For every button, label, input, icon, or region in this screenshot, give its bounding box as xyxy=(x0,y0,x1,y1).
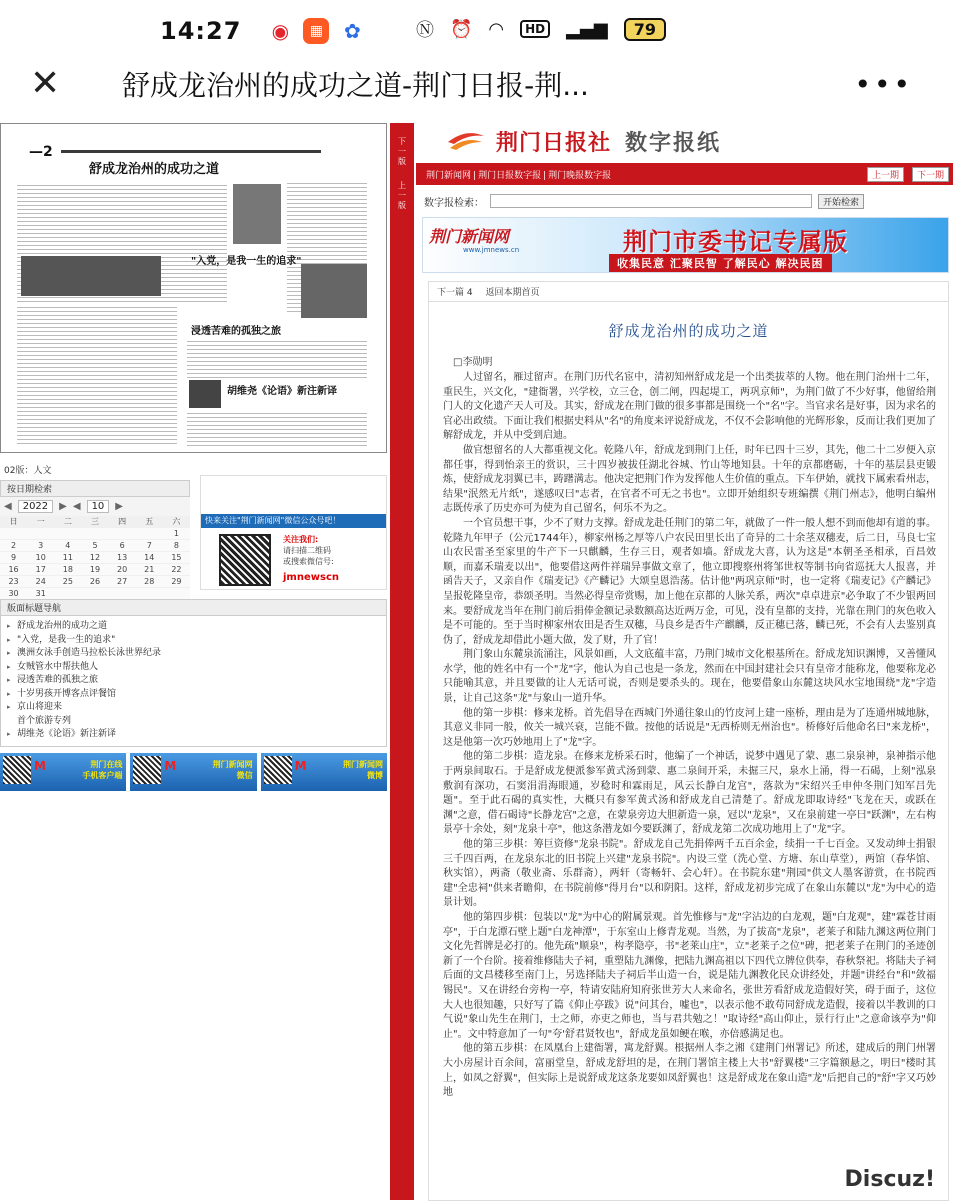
article-paragraph: 他的第三步棋：筹巨资修"龙泉书院"。舒成龙自己先捐俸两千五百余金，续捐一千七百金。又发动绅士捐银三千四百两，在龙泉东北的旧书院上兴建"龙泉书院"。内设三堂（洗心堂、方塘、东山草堂），两馆（春华馆、秋实馆），两斋（敬业斋、乐群斋），两轩（寄畅轩、会心轩）。在书院东建"荆园"供文人墨客游赏，在书院西建"全忠祠"供来者瞻仰，在书院前修"得月台"以和阴阳。这样，舒成龙初步完成了在象山东麓以"龙"为中心的造景计划。 xyxy=(443,838,936,911)
month-select[interactable]: 10 xyxy=(87,500,110,513)
year-select[interactable]: 2022 xyxy=(18,500,53,513)
prev-issue-button[interactable]: 上一期 xyxy=(867,167,904,182)
calendar-day[interactable]: 28 xyxy=(136,576,163,588)
prev-year-icon[interactable]: ◀ xyxy=(4,501,12,512)
app-banner[interactable] xyxy=(261,753,387,791)
headline-nav-item[interactable]: ▸ 澳洲女泳手创造马拉松长泳世界纪录 xyxy=(17,647,386,661)
browser-toolbar xyxy=(0,62,953,106)
page-label: 02版：人文 xyxy=(4,463,387,476)
close-icon[interactable]: ✕ xyxy=(30,66,70,102)
ad-line2: 请扫描二维码 xyxy=(283,546,331,555)
calendar-day xyxy=(81,528,108,540)
thumb-text-block xyxy=(187,338,367,378)
calendar-day[interactable]: 23 xyxy=(0,576,27,588)
calendar-weekday: 日 xyxy=(0,516,27,528)
thumb-page-number: —2 xyxy=(29,144,53,160)
app-banner[interactable] xyxy=(130,753,256,791)
qr-code-icon xyxy=(133,756,161,784)
search-button[interactable]: 开始检索 xyxy=(818,194,864,209)
jmnews-mark-icon: M xyxy=(295,759,313,773)
calendar-day[interactable]: 27 xyxy=(109,576,136,588)
calendar-weekday: 二 xyxy=(54,516,81,528)
calendar-day[interactable]: 16 xyxy=(0,564,27,576)
banner-text-1: 荆门在线 xyxy=(90,760,122,769)
calendar-day[interactable]: 30 xyxy=(0,588,27,600)
masthead xyxy=(416,123,953,159)
headline-nav-item[interactable]: ▸ "入党，是我一生的追求" xyxy=(17,634,386,648)
calendar-day[interactable]: 20 xyxy=(109,564,136,576)
newspaper-logo-icon xyxy=(446,126,486,156)
headline-nav-list xyxy=(1,616,386,746)
headline-nav-item[interactable]: ▸ 十岁男孩开博客点评餐馆 xyxy=(17,688,386,702)
thumb-text-block xyxy=(17,304,177,444)
prev-page-tab[interactable]: 上一版 xyxy=(397,181,407,211)
jmnews-mark-icon: M xyxy=(34,759,52,773)
weibo-icon: ◉ xyxy=(267,18,293,44)
next-year-icon[interactable]: ▶ xyxy=(59,501,67,512)
calendar-day[interactable]: 8 xyxy=(163,540,190,552)
calendar-day[interactable]: 31 xyxy=(27,588,54,600)
link-separator: | xyxy=(543,171,546,181)
article-body xyxy=(429,368,948,1101)
headline-nav-item[interactable]: 首个旅游专列 xyxy=(17,715,386,729)
back-to-issue-link[interactable]: 返回本期首页 xyxy=(485,288,539,298)
masthead-name: 荆门日报社 xyxy=(496,126,611,157)
thumb-headline-3: 浸透苦难的孤独之旅 xyxy=(191,322,281,337)
next-month-icon[interactable]: ▶ xyxy=(115,501,123,512)
qr-code-icon xyxy=(219,534,271,586)
article-author: □李勋明 xyxy=(429,353,948,368)
calendar-grid xyxy=(0,516,190,600)
headline-nav-item[interactable]: ▸ 胡维尧《论语》新注新译 xyxy=(17,728,386,742)
hd-icon: HD xyxy=(520,20,550,38)
calendar-day xyxy=(136,528,163,540)
calendar-day[interactable]: 9 xyxy=(0,552,27,564)
top-link-bar xyxy=(416,163,953,185)
ad-line1: 关注我们: xyxy=(283,535,318,544)
next-article-link[interactable]: 下一篇 4 xyxy=(437,288,473,298)
headline-nav-item[interactable]: ▸ 浸透苦难的孤独之旅 xyxy=(17,674,386,688)
calendar-weekday: 三 xyxy=(81,516,108,528)
calendar-day[interactable]: 11 xyxy=(54,552,81,564)
masthead-digital: 数字报纸 xyxy=(625,126,721,157)
banner-text-1: 荆门新闻网 xyxy=(343,760,383,769)
banner-text xyxy=(213,759,253,781)
calendar-weekday: 六 xyxy=(163,516,190,528)
article-paragraph: 他的第五步棋：在凤凰台上建衙署，寓龙舒翼。根据州人李之湘《建荆门州署记》所述，建成后的荆门州署大小房屋计百余间，富丽堂皇，舒成龙舒坦的是，在荆门署馆主楼上大书"舒翼楼"三字篇额悬之，明曰"楼时其上，如凤之舒翼"，但实际上是说舒成龙这条龙要如凤舒翼也！这是舒成龙在象山造"龙"后把自己的"舒"字又巧妙地 xyxy=(443,1042,936,1100)
headline-nav xyxy=(0,599,387,747)
jmnews-url: www.jmnews.cn xyxy=(463,246,519,254)
headline-nav-item[interactable]: ▸ 京山将迎来 xyxy=(17,701,386,715)
top-link[interactable]: 荆门日报数字报 xyxy=(478,171,541,181)
thumb-headline-4: 胡维尧《论语》新注新译 xyxy=(227,382,337,397)
banner-slogan: 收集民意 汇聚民智 了解民心 解决民困 xyxy=(609,254,832,272)
article-paragraph: 他的第四步棋：包装以"龙"为中心的附属景观。首先惟修与"龙"字沾边的白龙观，题"白龙观"，建"霖苍甘雨亭"，于白龙潭石壁上题"白龙神潭"，于东室山上修青龙观。当然，为了拔高"龙泉"，老莱子和陆九渊这两位荆门文化先哲牌是必打的。他先疏"顺泉"，构孝隐亭，书"老莱山庄"，立"老莱子之位"碑，把老莱子在荆门的圣迹创新了一个台阶。接着维修陆夫子祠，重塑陆九渊像，把陆九渊高祖以下四代立牌位供奉，春秋祭祀。将陆夫子祠后面的文昌楼移至南门上，另选择陆夫子祠后半山造一台，说是陆九渊教化民众讲经处，并题"讲经台"和"敛福锡民"。又在讲经台旁构一亭，特请安陆府知府张世芳大人来命名，张世芳看舒成龙造假好笑，碍于面子，这位大人也很知趣，只好写了篇《仰止亭跋》说"问其台，嘘也"，以表示他不敢苟同舒成龙造假，接着以半教训的口气说"象山先生在荆门，士之师，亦吏之师也，当与君共勉之！"取诗经"高山仰止，景行行止"之意命该亭为"仰止"。文中特意加了一句"夸'舒君贤牧也"，舒成龙虽如鲠在喉，亦倍感满足也。 xyxy=(443,911,936,1042)
wechat-ad[interactable] xyxy=(200,475,387,590)
status-time: 14:27 xyxy=(160,17,241,45)
calendar-day[interactable]: 29 xyxy=(163,576,190,588)
banner-text xyxy=(343,759,383,781)
calendar-day xyxy=(109,528,136,540)
thumb-photo xyxy=(189,380,221,408)
next-issue-button[interactable]: 下一期 xyxy=(912,167,949,182)
signal-icon: ▂▄▆ xyxy=(566,19,608,40)
banner-text-1: 荆门新闻网 xyxy=(213,760,253,769)
calendar-day xyxy=(0,528,27,540)
system-icons xyxy=(416,16,953,42)
newspaper-page-thumbnail[interactable] xyxy=(0,123,387,453)
calendar-day[interactable]: 13 xyxy=(109,552,136,564)
calendar-day xyxy=(27,528,54,540)
jmnews-mark-icon: M xyxy=(164,759,182,773)
calendar-title: 按日期检索 xyxy=(0,480,190,497)
banner-text-2: 手机客户端 xyxy=(82,771,122,780)
calendar-day[interactable]: 24 xyxy=(27,576,54,588)
calendar-day xyxy=(54,528,81,540)
app-icon: ▦ xyxy=(303,18,329,44)
thumb-text-block xyxy=(187,410,367,446)
status-bar xyxy=(0,0,953,62)
page-side-tabs xyxy=(390,123,414,1200)
thumb-photo xyxy=(301,264,367,318)
article-paragraph: 他的第一步棋：修来龙桥。首先倡导在西城门外通往象山的竹皮河上建一座桥，理由是为了连通州城地脉，其意义非同一般，攸关一城兴衰，岂能不做。按他的话说是"无西桥则无州治也"。桥修好后他命名曰"来龙桥"，这是他第一次巧妙地用上了"龙"字。 xyxy=(443,707,936,751)
article-paragraph: 人过留名，雁过留声。在荆门历代名宦中，清初知州舒成龙是一个出类拔萃的人物。他在荆门治州十二年，重民生，兴文化，"建衙署，兴学校，立三仓，创二闸，四起堤工，两巩京师"，为荆门做了不少好事，他留给荆门人的文化遗产天人可及。其实，舒成龙在荆门做的很多事都是围绕一个"名"字。当官求名是好事，因为求名的官必出政绩。下面让我们根据史料从"名"的角度来评说舒成龙，不仅不会影响他的光辉形象，反而让我们更加了解舒成龙，并从中受到启迪。 xyxy=(443,371,936,444)
headline-nav-item[interactable]: ▸ 女贼管水中帮扶他人 xyxy=(17,661,386,675)
battery-indicator: 79 xyxy=(624,18,666,41)
ad-band: 快来关注"荆门新闻网"微信公众号吧！ xyxy=(201,514,386,528)
page-title: 舒成龙治州的成功之道-荆门日报-荆... xyxy=(122,64,842,104)
banner-headline: 荆门市委书记专属版 xyxy=(623,222,848,257)
calendar-day[interactable]: 22 xyxy=(163,564,190,576)
calendar-day[interactable]: 2 xyxy=(0,540,27,552)
banner-text-2: 微博 xyxy=(367,771,383,780)
article-paragraph: 荆门象山东麓泉流涌注，风景如画，人文底蕴丰富，乃荆门城市文化根基所在。舒成龙知识渊博，又善懂风水学，他的姓名中有一个"龙"字，他认为自己也是一条龙，然而在中国封建社会只有皇帝才能称龙，他要称龙必只能喻其意，并且要做的让人无话可说，否则是要杀头的。现在，他要借象山东麓这块风水宝地围绕"龙"字造景，让自己这条"龙"与象山一道升华。 xyxy=(443,648,936,706)
qr-code-icon xyxy=(3,756,31,784)
calendar-weekday: 一 xyxy=(27,516,54,528)
calendar-day[interactable]: 14 xyxy=(136,552,163,564)
wifi-icon: ◠ xyxy=(488,19,504,40)
search-label: 数字报检索： xyxy=(424,194,484,209)
app-banner[interactable] xyxy=(0,753,126,791)
search-bar xyxy=(416,189,953,213)
app-banners xyxy=(0,753,387,791)
thumb-headline-2: "入党，是我一生的追求" xyxy=(191,252,301,267)
nfc-icon: Ⓝ xyxy=(416,16,434,42)
ad-url: jmnewscn xyxy=(283,572,339,583)
calendar-day[interactable]: 19 xyxy=(81,564,108,576)
article-title: 舒成龙治州的成功之道 xyxy=(429,320,948,341)
right-column xyxy=(416,123,953,1201)
watermark: Discuz! xyxy=(841,1167,939,1192)
calendar-weekday: 五 xyxy=(136,516,163,528)
calendar-day[interactable]: 3 xyxy=(27,540,54,552)
calendar-day[interactable]: 26 xyxy=(81,576,108,588)
qr-code-icon xyxy=(264,756,292,784)
link-separator: | xyxy=(473,171,476,181)
thumb-photo xyxy=(233,184,281,244)
calendar-day[interactable]: 12 xyxy=(81,552,108,564)
ad-decoration xyxy=(201,476,386,514)
calendar-day[interactable]: 1 xyxy=(163,528,190,540)
calendar-weekday: 四 xyxy=(109,516,136,528)
article-paragraph: 做官想留名的人大都重视文化。乾隆八年，舒成龙到荆门上任，时年已四十三岁，其先，他二十二岁便入京都任事，得到怡亲王的赏识，三十四岁被拔任湖北谷城、竹山等地知县。十年的京都磨砺，十年的基层县吏锻炼，使舒成龙羽翼已丰，踌躇满志。他决定把荆门作为发挥他人生价值的重点。下车伊始，就找下属索看州志，结果"泯然无片纸"，遂感叹曰"志者，在官者不可无之书也"。立即开始组织专班编撰《荆门州志》，他明白编州志既传承了历史亦可为使为自己留名，何乐不为之。 xyxy=(443,444,936,517)
jmnews-logo: 荆门新闻网 xyxy=(429,224,509,247)
thumb-photo xyxy=(21,256,161,296)
secretary-banner[interactable] xyxy=(422,217,949,273)
calendar-day[interactable]: 7 xyxy=(136,540,163,552)
calendar-controls xyxy=(0,497,190,516)
calendar-day[interactable]: 17 xyxy=(27,564,54,576)
headline-nav-title: 版面标题导航 xyxy=(1,600,386,616)
calendar-day[interactable]: 5 xyxy=(81,540,108,552)
thumb-rule xyxy=(61,150,321,153)
thumb-headline: 舒成龙治州的成功之道 xyxy=(89,158,219,177)
alarm-icon: ⏰ xyxy=(450,19,472,40)
notification-icons xyxy=(267,18,365,44)
left-column xyxy=(0,123,387,600)
baidu-icon: ✿ xyxy=(339,18,365,44)
top-links xyxy=(426,168,613,181)
banner-text xyxy=(82,759,122,781)
calendar-day[interactable]: 25 xyxy=(54,576,81,588)
calendar-day[interactable]: 10 xyxy=(27,552,54,564)
prev-month-icon[interactable]: ◀ xyxy=(73,501,81,512)
top-link[interactable]: 荆门新闻网 xyxy=(426,171,471,181)
article-paragraph: 他的第二步棋：造龙泉。在修来龙桥采石时，他编了一个神话，说梦中遇见了蒙、惠二泉泉神，泉神指示他于两泉间取石。于是舒成龙便派参军黄式汤到蒙、惠二泉间开采，未掘三尺，泉水上涌，得一石碣，上刻"泓泉敷润有深功，石窦涓涓海眼通，岁稔时和霖雨足，风云长静白龙宫"，落款为"宋绍兴壬申仲冬荆门知军吕先题"。至于此石碣的真实性，大概只有参军黄式汤和舒成龙自己清楚了。舒成龙即取诗经"飞龙在天，或跃在渊"之意，借石碣诗"长静龙宫"之意，在蒙泉旁边大胆新造一泉，冠以"龙泉"，又在泉前建一亭曰"跃渊"，左右构景亭十余处，刻"龙泉十亭"，他这条潜龙如今要跃渊了，舒成龙第二次成功地用上了"龙"字。 xyxy=(443,750,936,838)
ad-line3: 或搜索微信号: xyxy=(283,557,334,566)
headline-nav-item[interactable]: ▸ 舒成龙治州的成功之道 xyxy=(17,620,386,634)
search-input[interactable] xyxy=(490,194,812,208)
banner-text-2: 微信 xyxy=(237,771,253,780)
calendar-day[interactable]: 6 xyxy=(109,540,136,552)
article-paragraph: 一个官员想干事，少不了财力支撑。舒成龙赴任荆门的第二年，就做了一件一般人想不到而他却有道的事。乾隆九年甲子（公元1744年），柳家州杨之厚等八户农民田里长出了奇异的二十余茎双穗麦，后二日，马良七宝山农民雷圣至家里的牛产下一只麒麟，生存三日，观者如墙。舒成龙大喜，认为这是"本朝圣圣相承，百昌效顺，而嘉禾瑞麦以出"，他要借这两件祥瑞异事做文章了，他立即搜察州将邹世权等制书向省巡抚大人报喜，并函告天子，又亲自作《瑞麦记》《产麟记》大颂皇恩浩荡。估计他"两巩京师"时，也一定将《瑞麦记》《产麟记》呈报乾隆皇帝，恭颂圣明。当然必得皇帝赏赐，加上他在京都的人脉关系，两次"卓卓进京"必争取了不少银两回来。要舒成龙当年在荆门前后捐俸金额记录数额高达近两万金，可见，没有皇都的支持，光靠在荆门的灰色收入是不可能的。至于当时柳家州农田是否生双穗，马良乡是否牛产麒麟，反正穗已落，麟已死，不会有人去鉴别真伪了，舒成龙却借此小题大做，发了财，升了官！ xyxy=(443,517,936,648)
next-page-tab[interactable]: 下一版 xyxy=(397,137,407,167)
calendar-day[interactable]: 21 xyxy=(136,564,163,576)
article-container xyxy=(428,281,949,1201)
ad-text xyxy=(283,534,334,567)
article-nav xyxy=(429,282,948,302)
calendar-day[interactable]: 18 xyxy=(54,564,81,576)
calendar-day[interactable]: 4 xyxy=(54,540,81,552)
top-link[interactable]: 荆门晚报数字报 xyxy=(548,171,611,181)
more-menu-icon[interactable]: ••• xyxy=(854,68,913,101)
issue-pager xyxy=(867,167,949,182)
calendar-day[interactable]: 15 xyxy=(163,552,190,564)
